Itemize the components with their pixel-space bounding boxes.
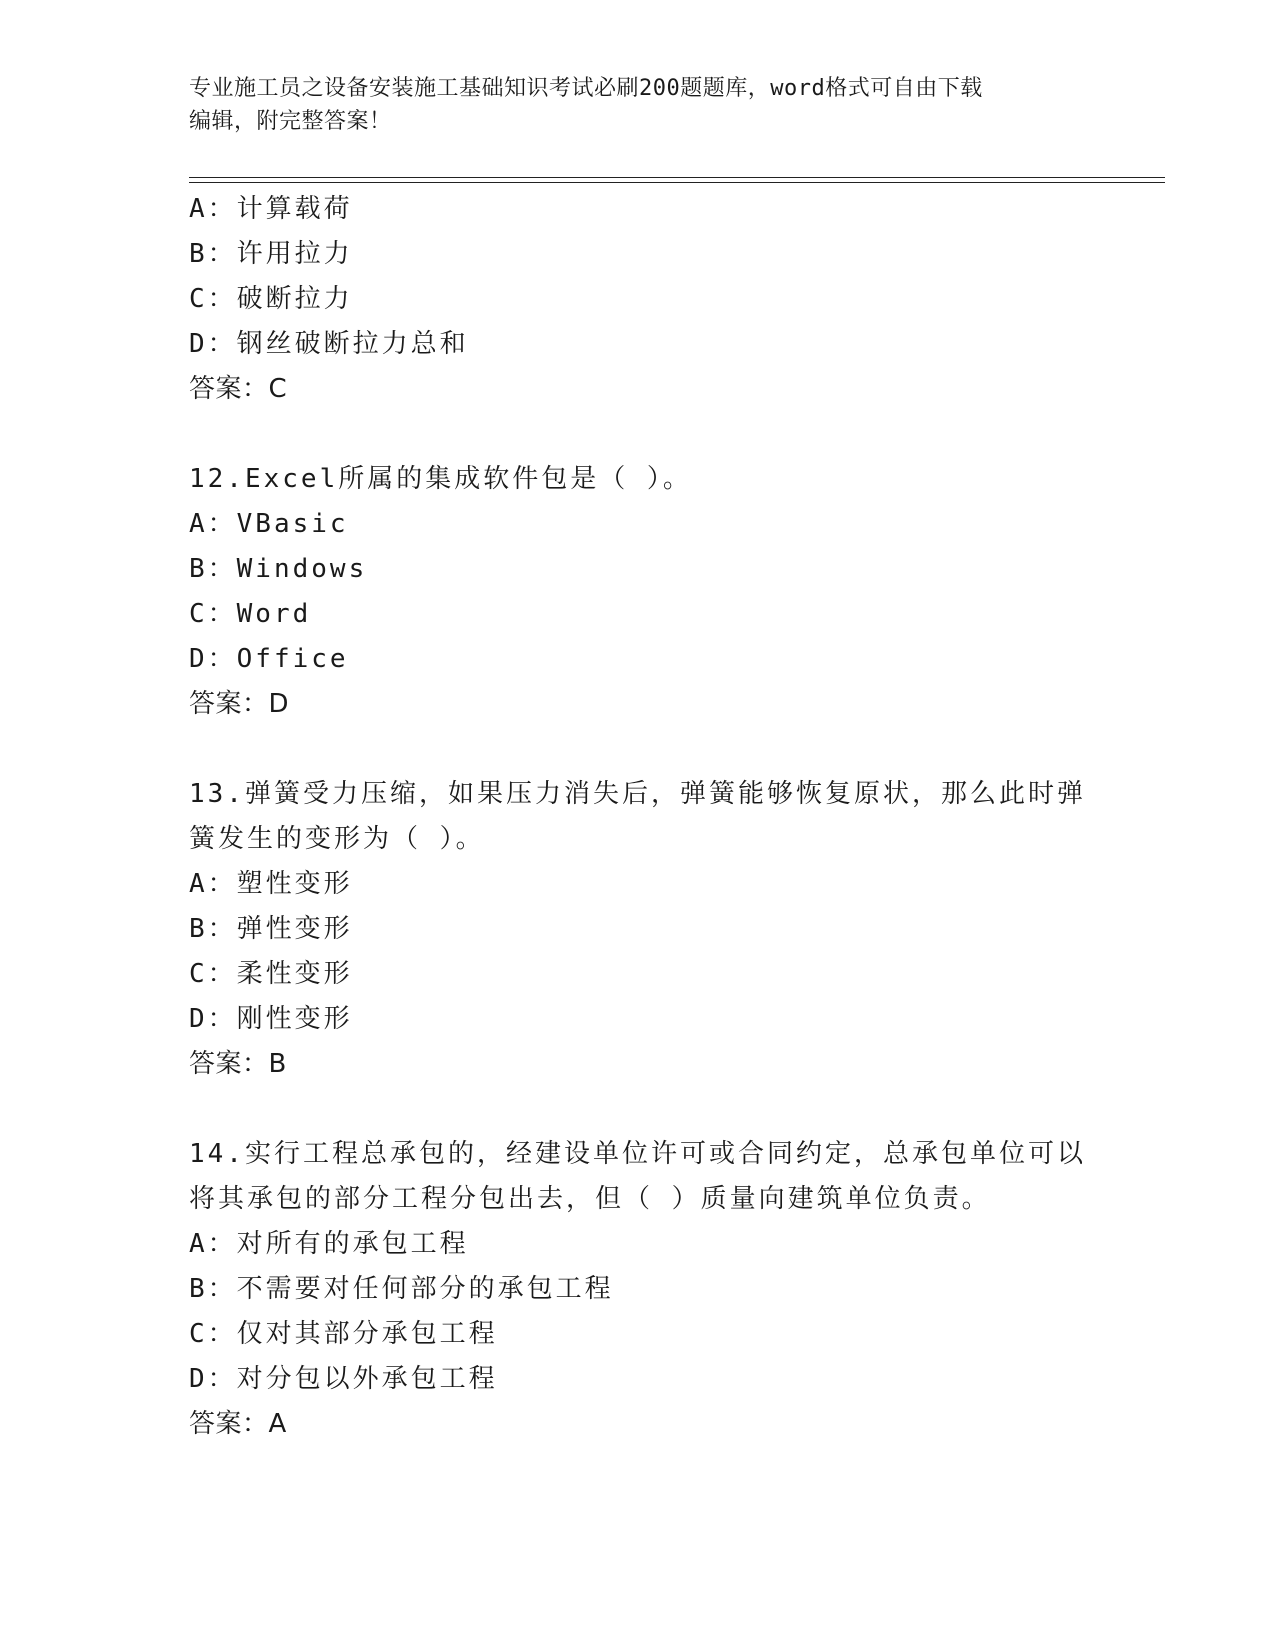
q13-option-c: C：柔性变形 (189, 959, 353, 989)
q12-option-c: C：Word (189, 599, 312, 629)
q13-option-d: D：刚性变形 (189, 1004, 353, 1034)
q12-question: 12.Excel所属的集成软件包是（ ）。 (189, 464, 692, 494)
q11-option-a: A：计算载荷 (189, 194, 353, 224)
q14-answer: 答案：A (189, 1409, 287, 1439)
q12-answer: 答案：D (189, 689, 290, 719)
q13-option-b: B：弹性变形 (189, 914, 353, 944)
q14-option-b: B：不需要对任何部分的承包工程 (189, 1274, 614, 1304)
q13-question-line-2: 簧发生的变形为（ ）。 (189, 824, 485, 854)
q11-option-d: D：钢丝破断拉力总和 (189, 329, 469, 359)
q12-option-a: A：VBasic (189, 509, 349, 539)
q12-option-b: B：Windows (189, 554, 368, 584)
q14-option-d: D：对分包以外承包工程 (189, 1364, 498, 1394)
header-divider-top (189, 177, 1165, 178)
q14-question-line-2: 将其承包的部分工程分包出去，但（ ）质量向建筑单位负责。 (189, 1184, 991, 1214)
q11-option-c: C：破断拉力 (189, 284, 353, 314)
q14-question-line-1: 14.实行工程总承包的，经建设单位许可或合同约定，总承包单位可以 (189, 1139, 1086, 1169)
header-title-line-1: 专业施工员之设备安装施工基础知识考试必刷200题题库，word格式可自由下载 (189, 76, 983, 101)
q14-option-a: A：对所有的承包工程 (189, 1229, 469, 1259)
q11-option-b: B：许用拉力 (189, 239, 353, 269)
q14-option-c: C：仅对其部分承包工程 (189, 1319, 498, 1349)
q13-question-line-1: 13.弹簧受力压缩，如果压力消失后，弹簧能够恢复原状，那么此时弹 (189, 779, 1086, 809)
q13-answer: 答案：B (189, 1049, 287, 1079)
header-title-line-2: 编辑，附完整答案！ (189, 109, 392, 134)
q12-option-d: D：Office (189, 644, 349, 674)
q13-option-a: A：塑性变形 (189, 869, 353, 899)
document-header (189, 72, 1089, 138)
q11-answer: 答案：C (189, 374, 288, 404)
header-divider-bottom (189, 182, 1165, 183)
